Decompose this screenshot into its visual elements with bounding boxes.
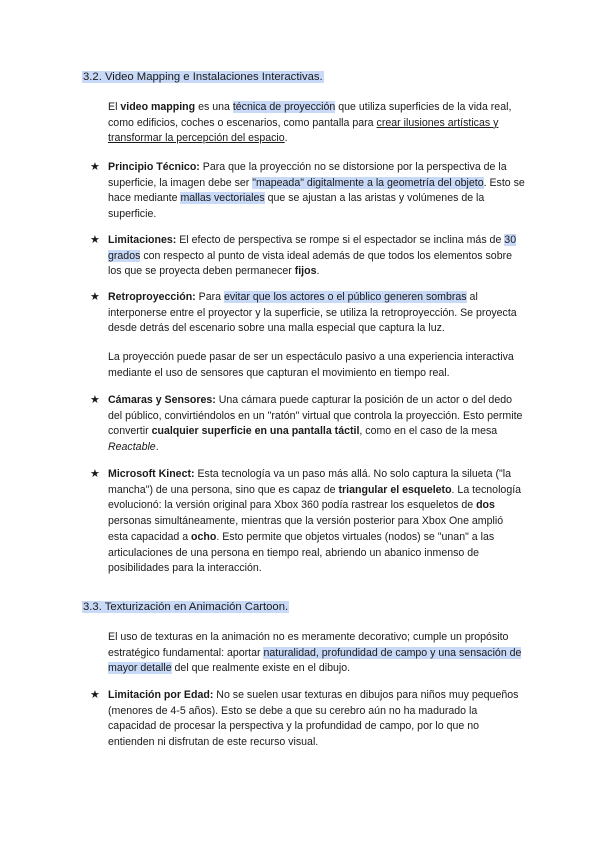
text-run: , como en el caso de la mesa <box>359 425 498 438</box>
highlighted-text: evitar que los actores o el público generen sombras <box>223 291 467 303</box>
star-bullet-icon: ★ <box>90 234 100 246</box>
interactive-paragraph: La proyección puede pasar de ser un espectáculo pasivo a una experiencia interactiva mediante el uso de sensores que capturan el movimiento en tiempo real. <box>108 351 514 379</box>
section-heading-3-2 <box>82 70 324 85</box>
highlighted-text: "mapeada" digitalmente a la geometría del objeto <box>252 176 484 189</box>
italic-term: Reactable <box>108 441 156 454</box>
bold-term: video mapping <box>120 101 196 113</box>
star-bullet-icon: ★ <box>90 161 100 173</box>
text-run: Esta tecnología va un paso más allá. No solo captura la silueta ("la mancha") de una persona, sino que es capaz de <box>108 468 511 496</box>
text-run: El <box>108 101 121 113</box>
section-heading-3-3 <box>82 600 289 615</box>
text-run: . Esto permite que objetos virtuales (nodos) se "unan" a las articulaciones de una persona en tiempo real, abriendo un abanico inmenso de posibilidades para la interacción. <box>108 530 495 575</box>
bullet-label: Retroproyección: <box>108 291 196 303</box>
text-run: es una <box>195 101 233 113</box>
text-run: . La tecnología evolucionó: la versión original para Xbox 360 podía rastrear los esqueletos de <box>108 483 522 512</box>
star-bullet-icon: ★ <box>90 291 100 303</box>
text-run: del que realmente existe en el dibujo. <box>171 662 351 675</box>
text-run: El efecto de perspectiva se rompe si el espectador se inclina más de <box>176 234 505 246</box>
bullet-label: Limitación por Edad: <box>108 689 214 701</box>
bold-term: triangular el esqueleto <box>338 483 452 496</box>
text-run: personas simultáneamente, mientras que la versión posterior para Xbox One amplió esta capacidad a <box>108 515 504 543</box>
text-run: Para <box>195 291 224 303</box>
text-run: Una cámara puede capturar la posición de un actor o del dedo del público, convirtiéndolos en un "ratón" virtual que controla la proyección. Esto permite convertir <box>108 394 523 438</box>
intro-paragraph-video-mapping <box>108 100 526 147</box>
highlighted-text: mallas vectoriales <box>180 192 265 205</box>
section-heading-text: 3.2. Video Mapping e Instalaciones Interactivas. <box>83 71 323 83</box>
text-run: Para que la proyección no se distorsione por la perspectiva de la superficie, la imagen debe ser <box>108 161 507 189</box>
bullet-label: Principio Técnico: <box>108 161 200 173</box>
text-run: No se suelen usar texturas en dibujos para niños muy pequeños (menores de 4-5 años). Esto se debe a que su cerebro aún no ha madurado la capacidad de procesar la perspectiva y la profundidad de campo, por lo que no entienden ni disfrutan de este recurso visual. <box>108 689 519 749</box>
bold-term: ocho <box>191 530 217 543</box>
star-bullet-icon: ★ <box>90 689 100 701</box>
text-run: . <box>316 265 320 278</box>
text-run: . Esto se hace mediante <box>108 176 525 205</box>
bold-term: fijos <box>294 265 317 278</box>
star-bullet-icon: ★ <box>90 394 100 406</box>
bold-term: dos <box>476 499 495 512</box>
highlighted-text: técnica de proyección <box>232 101 336 113</box>
text-run: con respecto al punto de vista ideal además de que todos los elementos sobre los que se proyecta deben permanecer <box>108 249 513 278</box>
section-heading-text: 3.3. Texturización en Animación Cartoon. <box>83 601 289 613</box>
text-run: que se ajustan a las aristas y volúmenes de la superficie. <box>108 192 485 221</box>
bullet-label: Limitaciones: <box>108 234 177 246</box>
text-run: que utiliza superficies de la vida real, como edificios, coches o escenarios, como pantalla para <box>108 101 512 129</box>
bullet-label: Microsoft Kinect: <box>108 468 195 480</box>
text-run: . <box>284 132 288 145</box>
star-bullet-icon: ★ <box>90 468 100 480</box>
highlighted-text: 30 grados <box>108 234 517 262</box>
underlined-text: crear ilusiones artísticas y transformar la percepción del espacio <box>108 116 499 145</box>
text-run: al interponerse entre el proyector y la superficie, se utiliza la retroproyección. Se proyecta desde detrás del escenario sobre una malla especial que captura la luz. <box>108 291 517 335</box>
intro-paragraph-texturizacion <box>108 630 526 677</box>
highlighted-text: naturalidad, profundidad de campo y una sensación de mayor detalle <box>108 646 522 675</box>
bold-term: cualquier superficie en una pantalla táctil <box>151 425 360 438</box>
bullet-label: Cámaras y Sensores: <box>108 394 216 406</box>
text-run: El uso de texturas en la animación no es meramente decorativo; cumple un propósito estratégico fundamental: aportar <box>108 631 509 659</box>
text-run: . <box>155 441 159 454</box>
